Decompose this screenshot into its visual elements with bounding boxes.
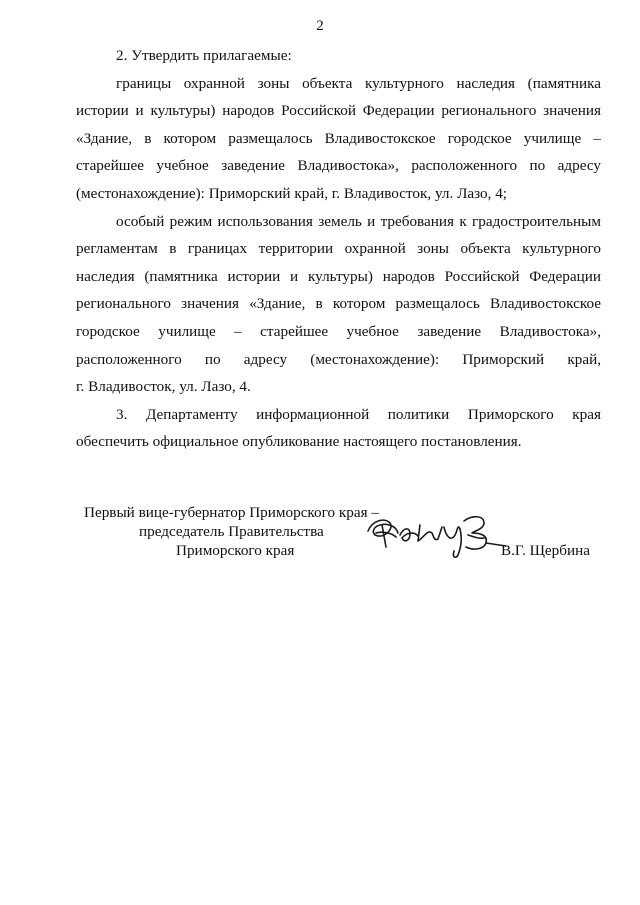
paragraph-approve-heading: 2. Утвердить прилагаемые: [116, 47, 292, 64]
paragraph-land-use-regime-tail: г. Владивосток, ул. Лазо, 4. [76, 378, 251, 396]
signer-position-line-2: председатель Правительства [139, 523, 324, 540]
document-body [76, 42, 601, 456]
paragraph-land-use-regime: особый режим использования земель и требования к градостроительным регламентам в границах территории охранной зоны объекта культурного наследия (памятника истории и культуры) народов Российской Федерации регионального значения «Здание, в котором размещалось Владивостокское городское училище – старейшее учебное заведение Владивостока», расположенного по адресу (местонахождение): Приморский край, [76, 212, 601, 368]
page-number: 2 [316, 18, 324, 34]
signer-name: В.Г. Щербина [501, 542, 590, 559]
signature-block [0, 503, 640, 583]
signer-position-line-3: Приморского края [176, 542, 295, 559]
paragraph-protection-zone-boundaries: границы охранной зоны объекта культурного наследия (памятника истории и культуры) народов Российской Федерации регионального значения «Здание, в котором размещалось Владивостокское городское училище – старейшее учебное заведение Владивостока», расположенного по адресу (местонахождение): Приморский край, г. Владивосток, ул. Лазо, 4; [76, 74, 601, 202]
paragraph-publication-order: 3. Департаменту информационной политики Приморского края обеспечить официальное опубликование настоящего постановления. [76, 405, 601, 451]
handwritten-signature [362, 503, 512, 563]
signer-position-line-1: Первый вице-губернатор Приморского края – [84, 504, 379, 521]
